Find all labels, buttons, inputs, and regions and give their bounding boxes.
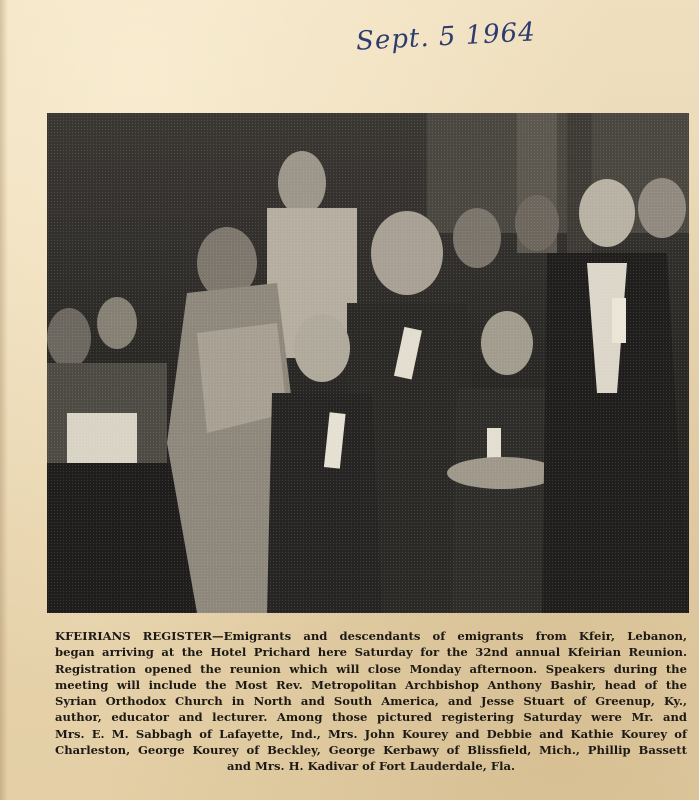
caption-line: Charleston, George Kourey of Beckley, George Kerbawy of Blissfield, Mich., Phillip Bassett: [55, 743, 687, 758]
caption-line: Mrs. E. M. Sabbagh of Lafayette, Ind., Mrs. John Kourey and Debbie and Kathie Kourey of: [55, 726, 687, 741]
handwritten-date: Sept. 5 1964: [355, 17, 537, 57]
caption-line: KFEIRIANS REGISTER—Emigrants and descendants of emigrants from Kfeir, Lebanon,: [55, 629, 687, 643]
photo-caption: [55, 628, 687, 775]
caption-line: and Mrs. H. Kadivar of Fort Lauderdale, Fla.: [226, 759, 516, 774]
caption-line: began arriving at the Hotel Prichard here Saturday for the 32nd annual Kfeirian Reunion.: [55, 645, 687, 660]
news-photo: [47, 113, 689, 613]
caption-line: author, educator and lecturer. Among those pictured registering Saturday were Mr. and: [55, 710, 687, 725]
photo-illustration: [47, 113, 689, 613]
caption-line: Registration opened the reunion which will close Monday afternoon. Speakers during the: [55, 661, 687, 676]
caption-line: meeting will include the Most Rev. Metropolitan Archbishop Anthony Bashir, head of the: [55, 677, 687, 692]
caption-line: Syrian Orthodox Church in North and South America, and Jesse Stuart of Greenup, Ky.,: [55, 694, 687, 709]
